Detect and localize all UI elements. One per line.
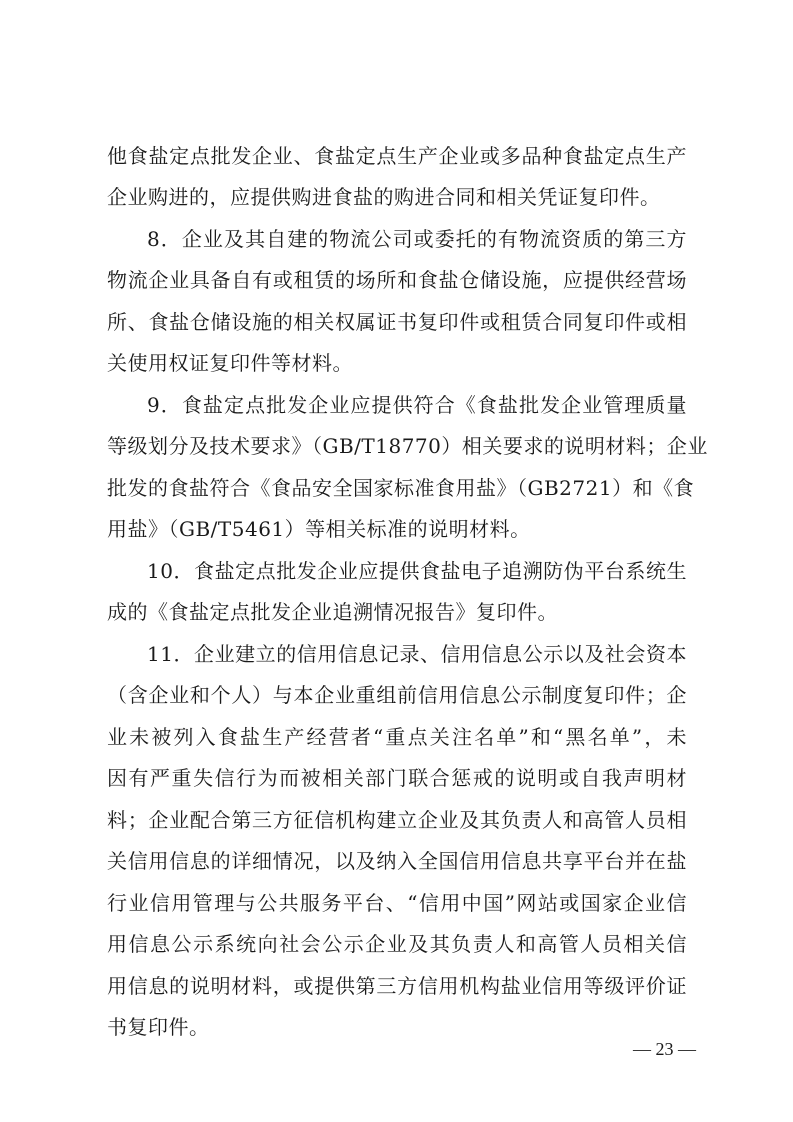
text-line: 关使用权证复印件等材料。: [107, 351, 353, 375]
text-line: 成的《食盐定点批发企业追溯情况报告》复印件。: [107, 600, 558, 624]
text-line: 他食盐定点批发企业、食盐定点生产企业或多品种食盐定点生产: [107, 144, 687, 168]
text-line: 批发的食盐符合《食品安全国家标准食用盐》（GB2721）和《食: [107, 476, 695, 500]
text-line: 用盐》（GB/T5461）等相关标准的说明材料。: [107, 517, 531, 541]
text-line: 书复印件。: [107, 1015, 210, 1039]
text-line: 用信息公示系统向社会公示企业及其负责人和高管人员相关信: [107, 932, 687, 956]
text-line-item-10: 10．食盐定点批发企业应提供食盐电子追溯防伪平台系统生: [147, 559, 687, 583]
text-line: 因有严重失信行为而被相关部门联合惩戒的说明或自我声明材: [107, 766, 687, 790]
text-line: 关信用信息的详细情况，以及纳入全国信用信息共享平台并在盐: [107, 849, 687, 873]
text-line: 等级划分及技术要求》（GB/T18770）相关要求的说明材料；企业: [107, 434, 708, 458]
text-line-item-9: 9．食盐定点批发企业应提供符合《食盐批发企业管理质量: [147, 393, 687, 417]
text-line: 业未被列入食盐生产经营者“重点关注名单”和“黑名单”，未: [107, 725, 687, 749]
text-line: 用信息的说明材料，或提供第三方信用机构盐业信用等级评价证: [107, 974, 687, 998]
page-number: — 23 —: [633, 1039, 696, 1059]
text-line: 行业信用管理与公共服务平台、“信用中国”网站或国家企业信: [107, 891, 687, 915]
text-line-item-11: 11．企业建立的信用信息记录、信用信息公示以及社会资本: [147, 642, 687, 666]
text-line: 物流企业具备自有或租赁的场所和食盐仓储设施，应提供经营场: [107, 268, 687, 292]
text-line: （含企业和个人）与本企业重组前信用信息公示制度复印件；企: [107, 683, 687, 707]
text-line: 料；企业配合第三方征信机构建立企业及其负责人和高管人员相: [107, 808, 687, 832]
text-line-item-8: 8．企业及其自建的物流公司或委托的有物流资质的第三方: [147, 227, 687, 251]
text-line: 所、食盐仓储设施的相关权属证书复印件或租赁合同复印件或相: [107, 310, 687, 334]
text-line: 企业购进的，应提供购进食盐的购进合同和相关凭证复印件。: [107, 185, 661, 209]
